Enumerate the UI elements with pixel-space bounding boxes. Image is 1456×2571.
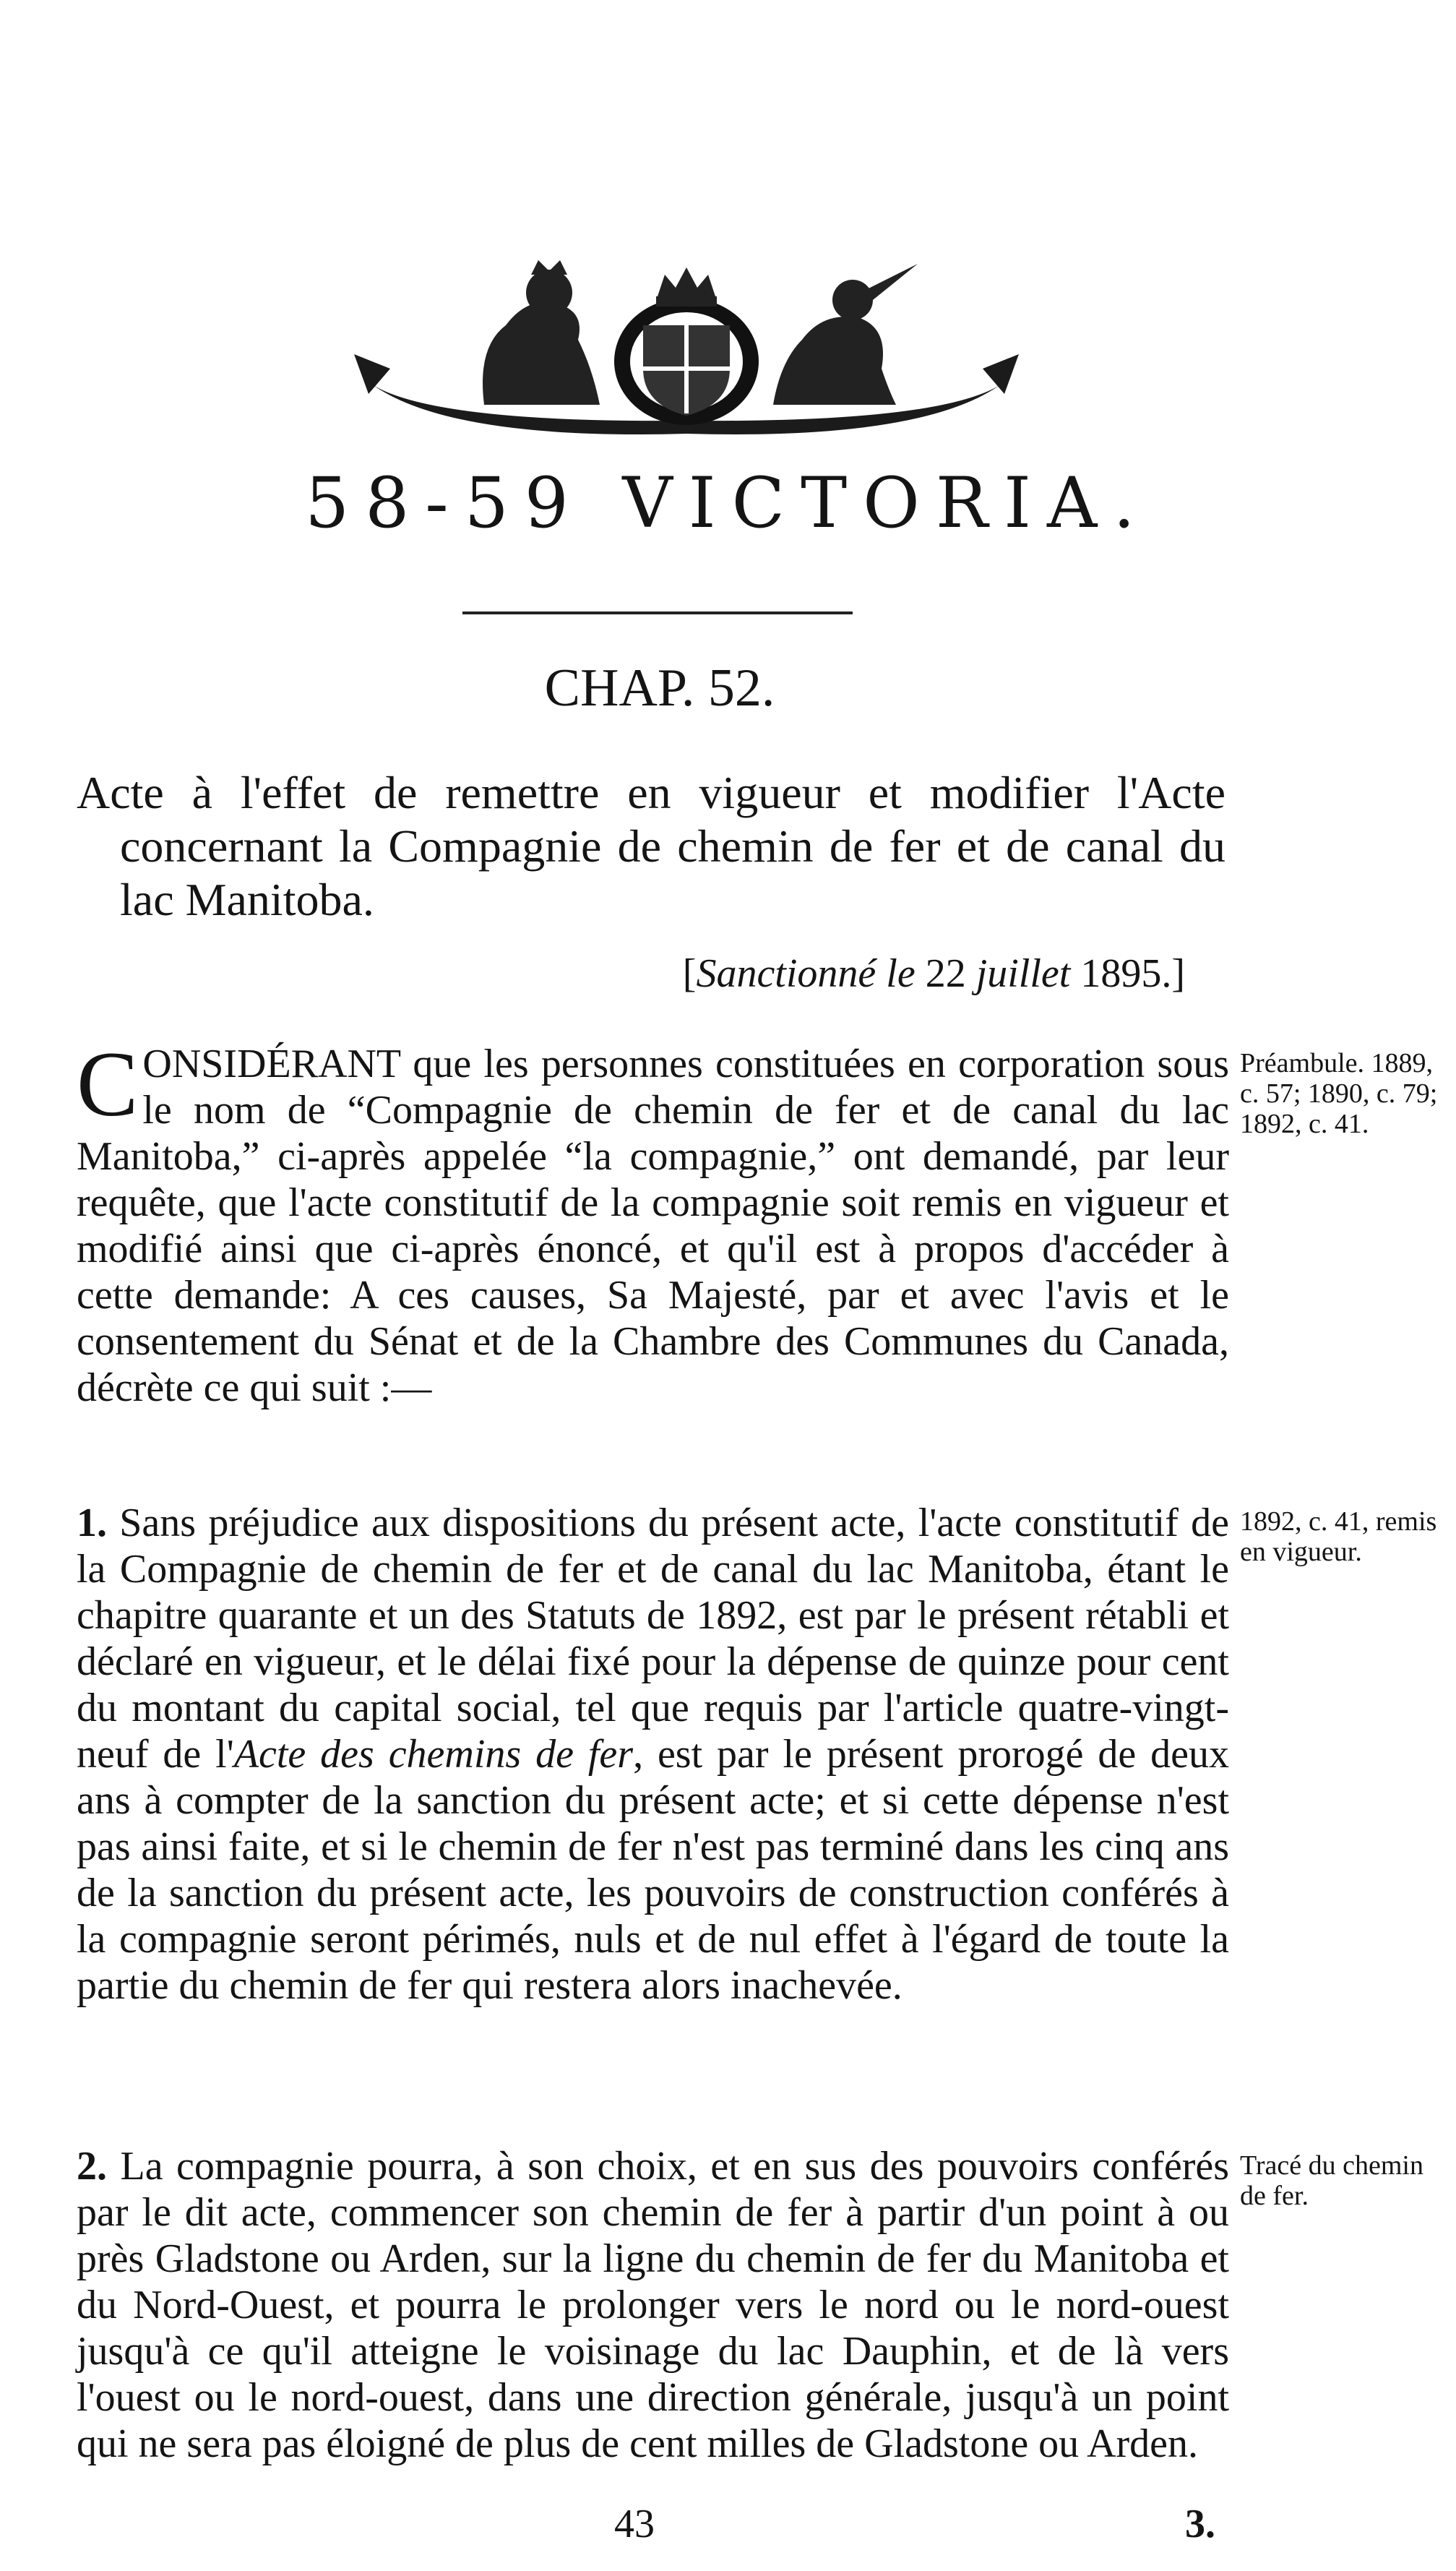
act-title: Acte à l'effet de remettre en vigueur et modifier l'Acte concernant la Compagnie de chemin de fer et de canal du lac Manitoba. [77, 767, 1225, 925]
drop-cap: C [77, 1033, 139, 1136]
sanction-day: 22 [915, 951, 976, 996]
sanction-year: 1895.] [1070, 951, 1185, 996]
catchword: 3. [1185, 2502, 1215, 2546]
sanction-month: juillet [975, 951, 1071, 996]
section-number: 1. [77, 1501, 107, 1545]
page-number: 43 [614, 2502, 655, 2546]
section-2-text: La compagnie pourra, à son choix, et en sus des pouvoirs conférés par le dit acte, commencer son chemin de fer à partir d'un point à ou près Gladstone ou Arden, sur la ligne du chemin de fer du Manitoba et du Nord-Ouest, et pourra le prolonger vers le nord ou le nord-ouest jusqu'à ce qu'il atteigne le voisinage du lac Dauphin, et de là vers l'ouest ou le nord-ouest, dans une direction générale, jusqu'à un point qui ne sera pas éloigné de plus de cent milles de Gladstone ou Arden. [77, 2144, 1229, 2466]
sanction-label: Sanctionné le [696, 951, 916, 996]
section-number: 2. [77, 2144, 107, 2189]
sanction-date [0, 950, 1185, 997]
section-1 [77, 1500, 1229, 2009]
margin-note-preamble: Préambule. 1889, c. 57; 1890, c. 79; 1892, c. 41. [1240, 1048, 1438, 1139]
section-2 [77, 2143, 1229, 2467]
section-1-text-a: Sans préjudice aux dispositions du présent acte, l'acte constitutif de la Compagnie de chemin de fer et de canal du lac Manitoba, étant le chapitre quarante et un des Statuts de 1892, est par le présent rétabli et déclaré en vigueur, et le délai fixé pour la dépense de quinze pour cent du montant du capital social, tel que requis par l'article quatre-vingt-neuf de l' [77, 1501, 1229, 1777]
page-title: 58-59 VICTORIA. [305, 463, 1151, 544]
preamble-paragraph [77, 1033, 1229, 1411]
section-1-text-b: , est par le présent prorogé de deux ans à compter de la sanction du présent acte; et si cette dépense n'est pas ainsi faite, et si le chemin de fer n'est pas terminé dans les cinq ans de la sanction du présent acte, les pouvoirs de construction conférés à la compagnie seront périmés, nuls et de nul effet à l'égard de toute la partie du chemin de fer qui restera alors inachevée. [77, 1732, 1229, 2008]
section-1-italic: Acte des chemins de fer [233, 1732, 634, 1777]
margin-note-section-2: Tracé du chemin de fer. [1240, 2150, 1423, 2211]
royal-coat-of-arms [347, 260, 1026, 441]
chapter-heading: CHAP. 52. [544, 658, 775, 718]
preamble-text: ONSIDÉRANT que les personnes constituées en corporation sous le nom de “Compagnie de chemin de fer et de canal du lac Manitoba,” ci-après appelée “la compagnie,” ont demandé, par leur requête, que l'acte constitutif de la compagnie soit remis en vigueur et modifié ainsi que ci-après énoncé, et qu'il est à propos d'accéder à cette demande: A ces causes, Sa Majesté, par et avec l'avis et le consentement du Sénat et de la Chambre des Communes du Canada, décrète ce qui suit :— [77, 1042, 1229, 1410]
sanction-bracket: [ [682, 951, 697, 996]
margin-note-section-1: 1892, c. 41, remis en vigueur. [1240, 1506, 1437, 1567]
title-divider [462, 611, 853, 614]
